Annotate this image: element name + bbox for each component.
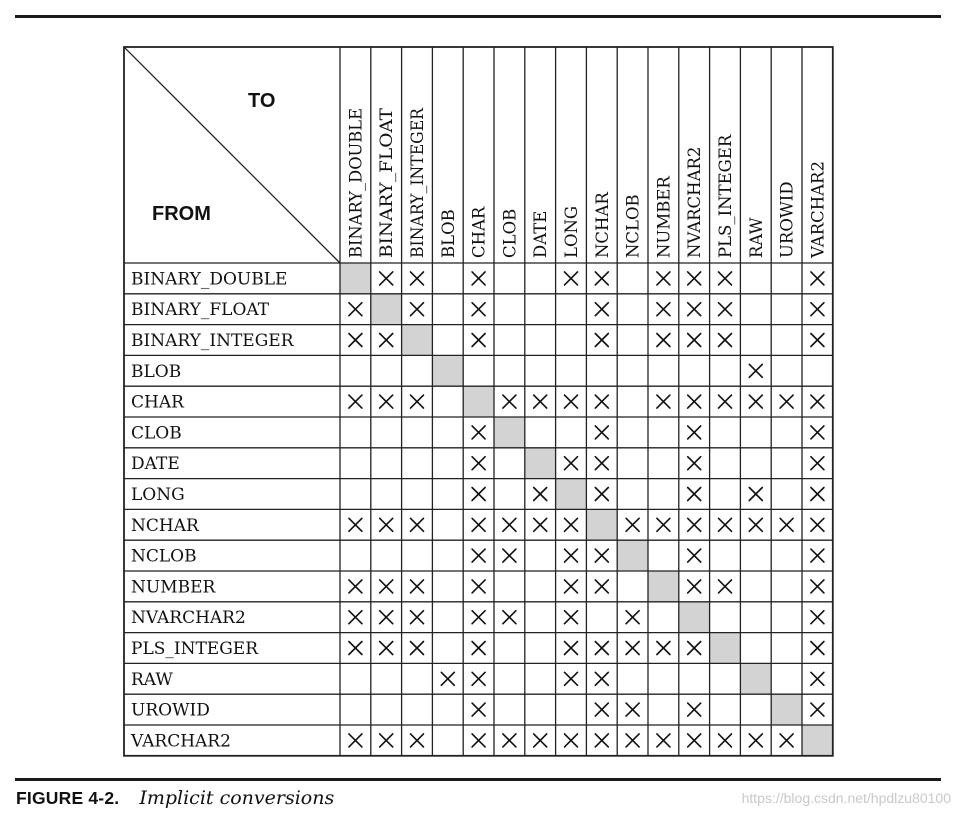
row-header: CLOB: [131, 423, 182, 444]
conversion-mark: [472, 549, 485, 562]
conversion-mark: [595, 549, 608, 562]
conversion-mark: [349, 642, 362, 655]
figure-caption: [16, 786, 334, 810]
column-header: BLOB: [438, 209, 458, 258]
conversion-mark: [719, 395, 732, 408]
conversion-mark: [349, 734, 362, 747]
diagonal-cell: [494, 417, 525, 448]
row-header: CHAR: [131, 392, 184, 413]
conversion-mark: [595, 426, 608, 439]
conversion-mark: [657, 518, 670, 531]
conversion-mark: [811, 580, 824, 593]
diagonal-cell: [648, 571, 679, 602]
bottom-rule: [15, 778, 941, 781]
conversion-mark: [503, 395, 516, 408]
diagonal-cell: [740, 663, 771, 694]
conversion-mark: [811, 549, 824, 562]
conversion-mark: [565, 272, 578, 285]
conversion-mark: [688, 303, 701, 316]
conversion-mark: [472, 303, 485, 316]
conversion-mark: [811, 642, 824, 655]
conversion-mark: [811, 334, 824, 347]
diagonal-cell: [617, 540, 648, 571]
column-header: LONG: [562, 205, 581, 258]
conversion-mark: [688, 518, 701, 531]
column-header: NVARCHAR2: [685, 146, 705, 258]
conversion-mark: [472, 642, 485, 655]
conversion-mark: [411, 303, 424, 316]
conversion-mark: [411, 611, 424, 624]
diagonal-cell: [525, 448, 556, 479]
diagonal-cell: [802, 725, 833, 756]
conversion-mark: [688, 334, 701, 347]
conversion-mark: [411, 395, 424, 408]
row-header: NUMBER: [131, 577, 216, 598]
row-header: UROWID: [131, 700, 210, 721]
conversion-mark: [719, 272, 732, 285]
conversion-mark: [811, 488, 824, 501]
conversion-mark: [688, 703, 701, 716]
diagonal-cell: [432, 355, 463, 386]
diagonal-cell: [771, 694, 802, 725]
conversion-mark: [380, 611, 393, 624]
conversion-mark: [472, 672, 485, 685]
conversion-mark: [349, 518, 362, 531]
conversion-mark: [380, 334, 393, 347]
conversion-mark: [349, 395, 362, 408]
conversion-mark: [411, 642, 424, 655]
diagonal-cell: [463, 386, 494, 417]
conversion-mark: [688, 642, 701, 655]
conversion-mark: [688, 426, 701, 439]
conversion-mark: [780, 395, 793, 408]
column-header: PLS_INTEGER: [716, 134, 735, 258]
conversion-mark: [811, 611, 824, 624]
conversion-mark: [595, 488, 608, 501]
conversion-mark: [688, 395, 701, 408]
conversion-mark: [657, 334, 670, 347]
column-header: RAW: [746, 217, 766, 258]
conversion-mark: [688, 457, 701, 470]
conversion-mark: [719, 580, 732, 593]
conversion-mark: [657, 303, 670, 316]
conversion-mark: [626, 734, 639, 747]
row-header: NVARCHAR2: [131, 608, 246, 629]
conversion-mark: [595, 703, 608, 716]
conversion-mark: [657, 395, 670, 408]
conversion-mark: [411, 272, 424, 285]
column-header: CLOB: [500, 208, 520, 258]
conversion-mark: [595, 642, 608, 655]
conversion-mark: [595, 395, 608, 408]
conversion-mark: [380, 734, 393, 747]
column-header: NCHAR: [592, 192, 612, 258]
conversion-mark: [534, 734, 547, 747]
conversion-mark: [380, 518, 393, 531]
conversion-mark: [811, 303, 824, 316]
conversion-mark: [749, 395, 762, 408]
conversion-mark: [472, 488, 485, 501]
conversion-mark: [503, 734, 516, 747]
conversion-mark: [595, 672, 608, 685]
column-header: BINARY_DOUBLE: [346, 106, 366, 258]
conversion-mark: [811, 395, 824, 408]
conversion-mark: [595, 457, 608, 470]
conversion-mark: [565, 642, 578, 655]
diagonal-cell: [556, 479, 587, 510]
conversion-mark: [349, 334, 362, 347]
conversion-mark: [565, 611, 578, 624]
conversion-mark: [688, 549, 701, 562]
conversion-mark: [380, 642, 393, 655]
row-header: DATE: [131, 454, 180, 475]
caption-number: FIGURE 4-2.: [16, 788, 120, 808]
conversion-mark: [503, 549, 516, 562]
conversion-mark: [503, 611, 516, 624]
diagonal-cell: [340, 263, 371, 294]
conversion-mark: [719, 518, 732, 531]
conversion-mark: [380, 395, 393, 408]
conversion-mark: [688, 734, 701, 747]
conversion-mark: [780, 518, 793, 531]
column-header: DATE: [531, 210, 551, 258]
row-header: NCLOB: [131, 546, 197, 567]
row-header: PLS_INTEGER: [131, 639, 259, 659]
conversion-mark: [565, 734, 578, 747]
conversion-mark: [780, 734, 793, 747]
row-header: RAW: [131, 669, 173, 690]
column-header: CHAR: [469, 206, 489, 258]
conversion-mark: [719, 334, 732, 347]
row-header: BINARY_INTEGER: [131, 331, 294, 351]
conversion-mark: [472, 518, 485, 531]
conversion-mark: [411, 580, 424, 593]
conversion-mark: [349, 580, 362, 593]
conversion-mark: [595, 272, 608, 285]
column-header: NUMBER: [654, 176, 674, 258]
conversion-mark: [595, 580, 608, 593]
row-header: VARCHAR2: [131, 731, 231, 752]
conversion-mark: [749, 734, 762, 747]
conversion-mark: [565, 580, 578, 593]
conversion-mark: [441, 672, 454, 685]
conversion-mark: [472, 272, 485, 285]
conversion-mark: [349, 611, 362, 624]
row-header: LONG: [131, 485, 185, 505]
column-header: UROWID: [777, 181, 797, 258]
conversion-mark: [565, 549, 578, 562]
conversion-mark: [380, 272, 393, 285]
conversion-mark: [595, 303, 608, 316]
conversion-mark: [626, 611, 639, 624]
conversion-mark: [811, 672, 824, 685]
conversion-mark: [811, 703, 824, 716]
conversion-mark: [411, 734, 424, 747]
conversion-mark: [719, 303, 732, 316]
row-header: NCHAR: [131, 515, 199, 536]
corner-diagonal: [124, 47, 340, 263]
conversion-mark: [626, 518, 639, 531]
conversion-mark: [503, 518, 516, 531]
conversion-mark: [688, 488, 701, 501]
conversion-mark: [534, 395, 547, 408]
row-header: BINARY_FLOAT: [131, 300, 270, 321]
conversion-mark: [565, 395, 578, 408]
diagonal-cell: [586, 509, 617, 540]
conversion-mark: [811, 518, 824, 531]
watermark: https://blog.csdn.net/hpdlzu80100: [741, 790, 951, 806]
conversion-mark: [472, 334, 485, 347]
conversion-mark: [411, 518, 424, 531]
conversion-mark: [657, 272, 670, 285]
conversion-mark: [595, 334, 608, 347]
conversion-mark: [688, 272, 701, 285]
conversion-mark: [472, 611, 485, 624]
conversion-mark: [534, 518, 547, 531]
conversion-mark: [472, 457, 485, 470]
conversion-mark: [626, 642, 639, 655]
conversion-mark: [657, 642, 670, 655]
row-header: BINARY_DOUBLE: [131, 269, 288, 290]
conversion-mark: [349, 303, 362, 316]
corner-label-to: TO: [248, 90, 276, 112]
conversion-mark: [472, 703, 485, 716]
diagonal-cell: [402, 325, 433, 356]
column-header: NCLOB: [623, 194, 643, 258]
conversion-mark: [719, 734, 732, 747]
diagonal-cell: [371, 294, 402, 325]
conversion-mark: [749, 518, 762, 531]
caption-title: Implicit conversions: [139, 787, 335, 809]
diagonal-cell: [710, 633, 741, 664]
conversion-mark: [811, 457, 824, 470]
conversion-mark: [657, 734, 670, 747]
column-header: BINARY_INTEGER: [408, 100, 427, 258]
conversion-mark: [472, 426, 485, 439]
column-header: VARCHAR2: [808, 161, 828, 258]
conversion-mark: [626, 703, 639, 716]
column-header: BINARY_FLOAT: [377, 123, 397, 258]
conversion-mark: [565, 672, 578, 685]
conversion-mark: [811, 426, 824, 439]
diagonal-cell: [679, 602, 710, 633]
conversion-mark: [534, 488, 547, 501]
conversion-mark: [595, 734, 608, 747]
conversion-mark: [749, 364, 762, 377]
conversion-mark: [472, 734, 485, 747]
conversion-mark: [688, 580, 701, 593]
conversion-mark: [749, 488, 762, 501]
conversion-mark: [472, 580, 485, 593]
row-header: BLOB: [131, 361, 182, 382]
corner-label-from: FROM: [152, 203, 211, 225]
conversion-mark: [565, 457, 578, 470]
conversion-mark: [380, 580, 393, 593]
conversion-mark: [811, 272, 824, 285]
conversion-mark: [565, 518, 578, 531]
